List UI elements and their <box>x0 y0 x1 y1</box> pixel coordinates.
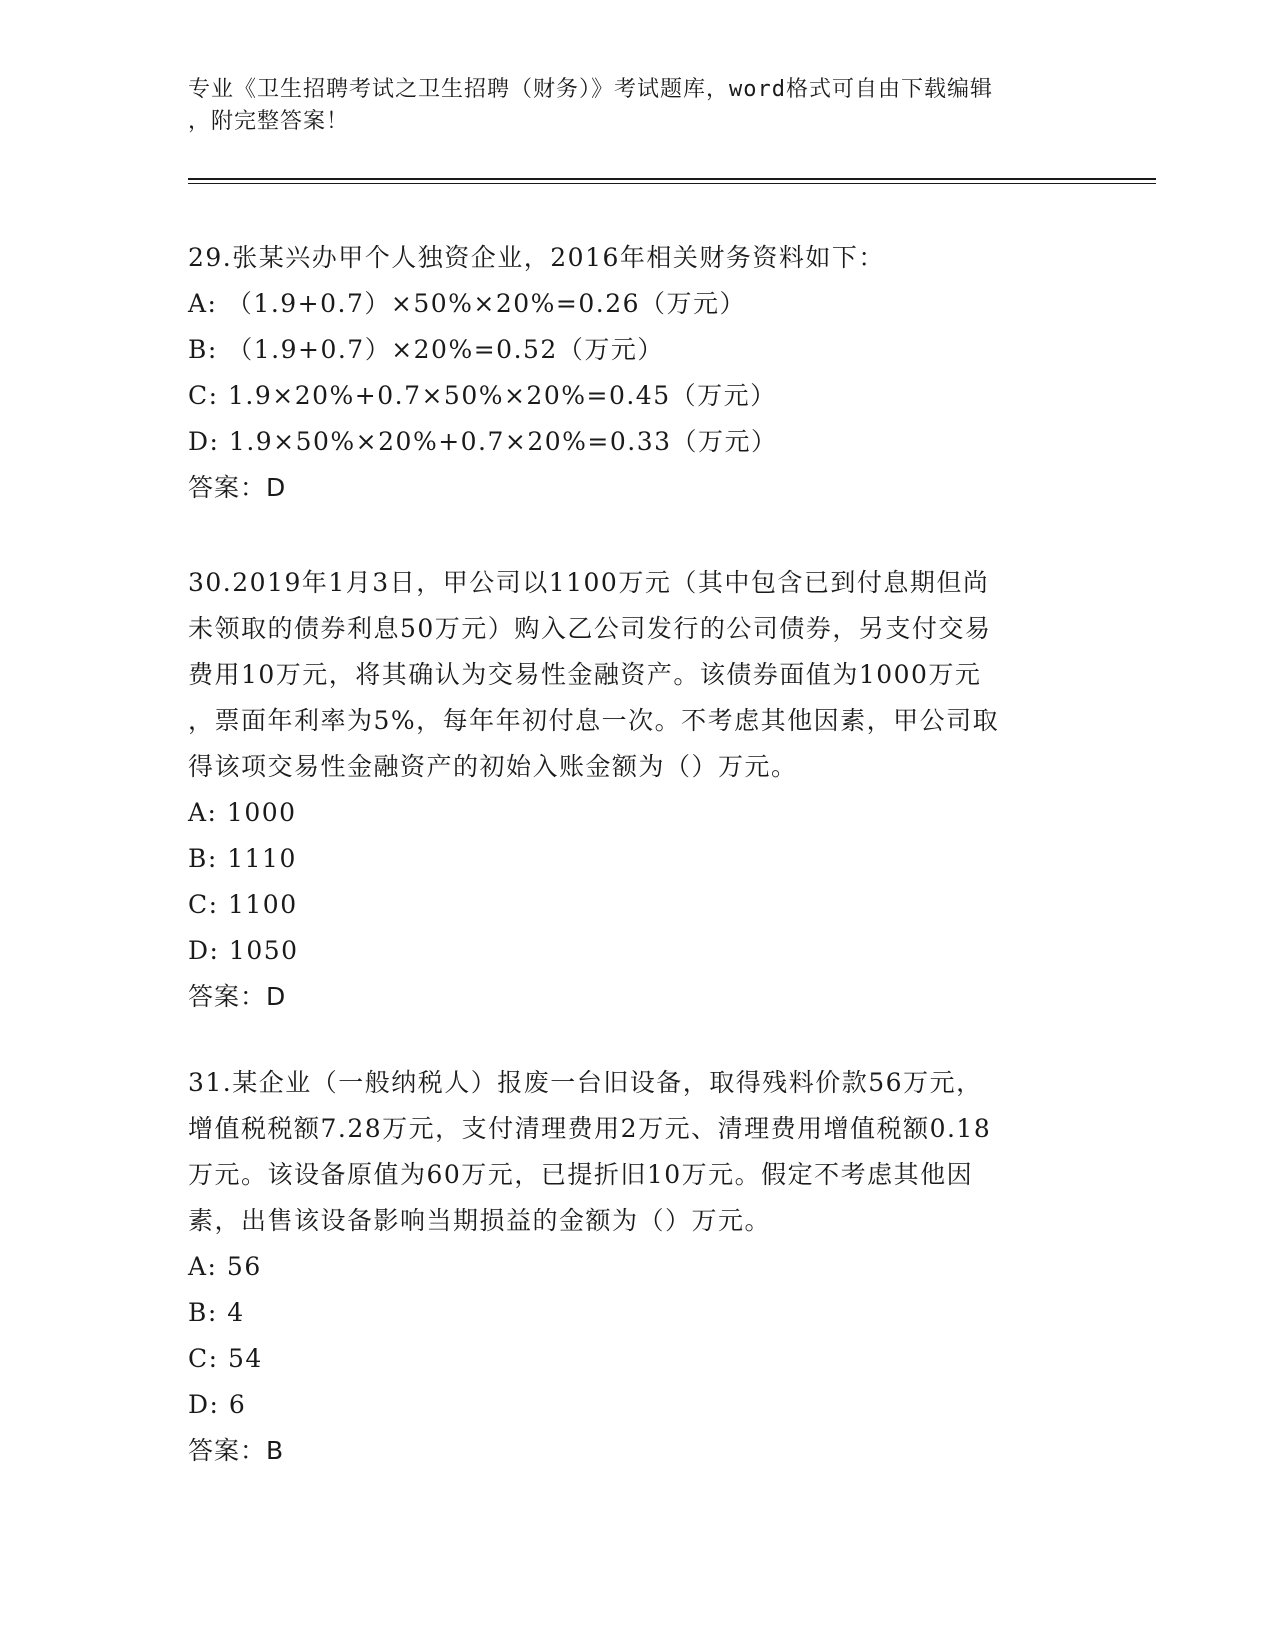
option-a: A: （1.9+0.7）×50%×20%=0.26（万元） <box>188 289 747 318</box>
answer-label: 答案：B <box>188 1436 285 1465</box>
question-text: 费用10万元，将其确认为交易性金融资产。该债券面值为1000万元 <box>188 660 982 689</box>
option-c: C: 1.9×20%+0.7×50%×20%=0.45（万元） <box>188 381 777 410</box>
option-d: D: 1050 <box>188 936 299 965</box>
question-text: 增值税税额7.28万元，支付清理费用2万元、清理费用增值税额0.18 <box>188 1114 992 1143</box>
option-a: A: 56 <box>188 1252 262 1281</box>
header-divider <box>188 183 1156 184</box>
header-line: 专业《卫生招聘考试之卫生招聘（财务）》考试题库，word格式可自由下载编辑 <box>188 77 993 102</box>
question-text: 得该项交易性金融资产的初始入账金额为（）万元。 <box>188 752 798 781</box>
option-d: D: 1.9×50%×20%+0.7×20%=0.33（万元） <box>188 427 778 456</box>
option-b: B: （1.9+0.7）×20%=0.52（万元） <box>188 335 664 364</box>
question-text: 29.张某兴办甲个人独资企业，2016年相关财务资料如下： <box>188 243 885 272</box>
option-c: C: 1100 <box>188 890 298 919</box>
header-divider <box>188 178 1156 180</box>
option-c: C: 54 <box>188 1344 263 1373</box>
question-text: 万元。该设备原值为60万元，已提折旧10万元。假定不考虑其他因 <box>188 1160 974 1189</box>
question-text: 未领取的债券利息50万元）购入乙公司发行的公司债券，另支付交易 <box>188 614 992 643</box>
option-a: A: 1000 <box>188 798 297 827</box>
option-b: B: 4 <box>188 1298 245 1327</box>
answer-label: 答案：D <box>188 982 287 1011</box>
document-header <box>188 74 1068 138</box>
question-text: 素，出售该设备影响当期损益的金额为（）万元。 <box>188 1206 772 1235</box>
answer-label: 答案：D <box>188 473 287 502</box>
option-b: B: 1110 <box>188 844 297 873</box>
question-text: 31.某企业（一般纳税人）报废一台旧设备，取得残料价款56万元， <box>188 1068 983 1097</box>
header-line: ，附完整答案！ <box>188 109 350 134</box>
question-31 <box>188 1060 1088 1474</box>
question-29 <box>188 235 1088 511</box>
option-d: D: 6 <box>188 1390 247 1419</box>
question-text: ，票面年利率为5%，每年年初付息一次。不考虑其他因素，甲公司取 <box>188 706 1000 735</box>
question-30 <box>188 560 1088 1020</box>
question-text: 30.2019年1月3日，甲公司以1100万元（其中包含已到付息期但尚 <box>188 568 990 597</box>
